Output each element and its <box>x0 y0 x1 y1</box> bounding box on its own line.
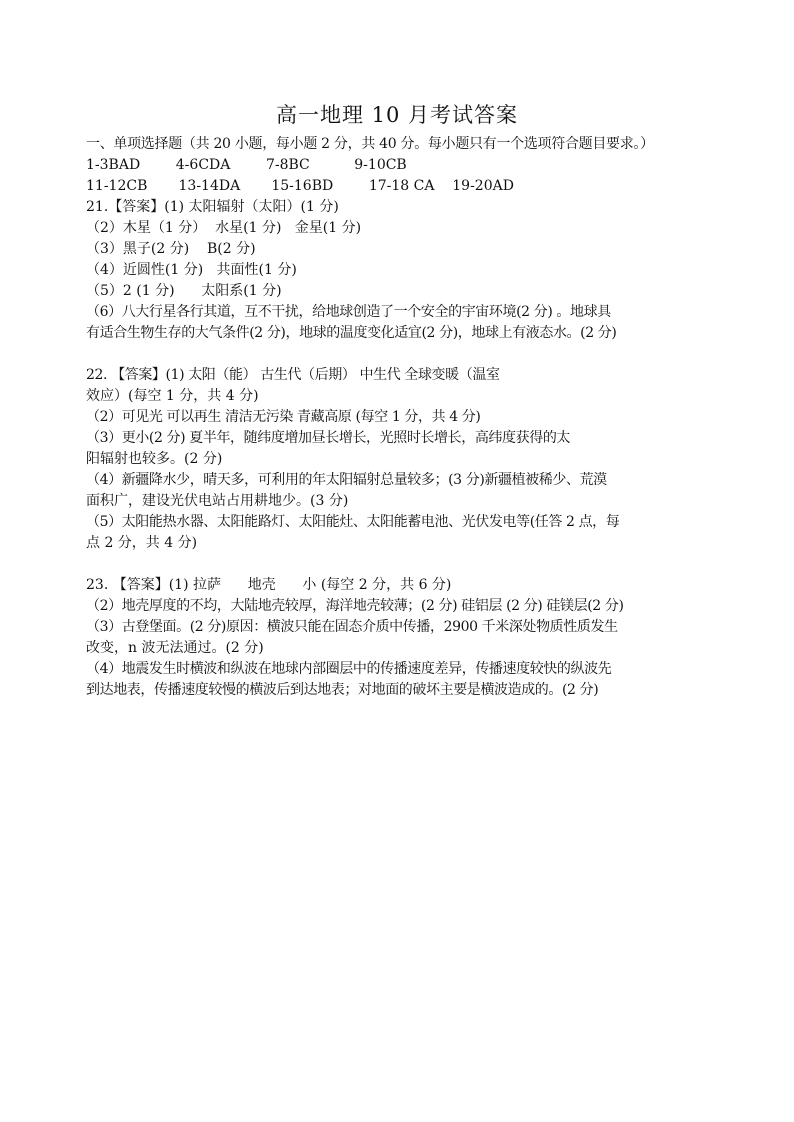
spacer <box>86 554 712 575</box>
answer-line: （2）地壳厚度的不均，大陆地壳较厚，海洋地壳较薄；(2 分) 硅铝层 (2 分) 硅镁层(2 分) <box>86 598 624 614</box>
answer-line: （2）木星（1 分） 水星(1 分) 金星(1 分) <box>86 220 362 236</box>
section-multiple-choice <box>86 134 712 197</box>
question-22-answer <box>86 365 712 554</box>
answer-line: （4）地震发生时横波和纵波在地球内部圈层中的传播速度差异，传播速度较快的纵波先 <box>86 661 612 677</box>
answer-line: 点 2 分，共 4 分) <box>86 535 198 551</box>
answer-line: 21.【答案】(1) 太阳辐射（太阳）(1 分) <box>86 199 339 215</box>
answer-line: 阳辐射也较多。(2 分) <box>86 451 223 467</box>
answer-line: （4）新疆降水少，晴天多，可利用的年太阳辐射总量较多；(3 分)新疆植被稀少、荒漠 <box>86 472 607 488</box>
answer-line: 有适合生物生存的大气条件(2 分)，地球的温度变化适宜(2 分)，地球上有液态水。(2 分) <box>86 325 617 341</box>
answer-line: （4）近圆性(1 分) 共面性(1 分) <box>86 262 297 278</box>
spacer <box>86 344 712 365</box>
choice-answers-row: 1-3BAD 4-6CDA 7-8BC 9-10CB <box>86 157 407 173</box>
answer-line: （6）八大行星各行其道，互不干扰，给地球创造了一个安全的宇宙环境(2 分) 。地球具 <box>86 304 611 320</box>
answer-line: （3）古登堡面。(2 分)原因：横波只能在固态介质中传播，2900 千米深处物质性质发生 <box>86 619 618 635</box>
answer-line: （5）2 (1 分) 太阳系(1 分) <box>86 283 282 299</box>
answer-line: （5）太阳能热水器、太阳能路灯、太阳能灶、太阳能蓄电池、光伏发电等(任答 2 点，每 <box>86 514 620 530</box>
answer-line: 效应）(每空 1 分，共 4 分) <box>86 388 259 404</box>
answer-line: （2）可见光 可以再生 清洁无污染 青藏高原 (每空 1 分，共 4 分) <box>86 409 481 425</box>
answer-line: 23. 【答案】(1) 拉萨 地壳 小 (每空 2 分，共 6 分) <box>86 577 452 593</box>
answer-line: 面积广，建设光伏电站占用耕地少。(3 分) <box>86 493 349 509</box>
answer-content <box>86 134 712 701</box>
answer-line: 改变，n 波无法通过。(2 分) <box>86 640 264 656</box>
choice-answers-row: 11-12CB 13-14DA 15-16BD 17-18 CA 19-20AD <box>86 178 514 194</box>
page-title: 高一地理 10 月考试答案 <box>275 103 519 127</box>
answer-line: 到达地表，传播速度较慢的横波后到达地表；对地面的破坏主要是横波造成的。(2 分) <box>86 682 599 698</box>
answer-line: 22. 【答案】(1) 太阳（能） 古生代（后期） 中生代 全球变暖（温室 <box>86 367 500 383</box>
answer-line: （3）黑子(2 分) B(2 分) <box>86 241 256 257</box>
answer-line: （3）更小(2 分) 夏半年，随纬度增加昼长增长，光照时长增长，高纬度获得的太 <box>86 430 571 446</box>
question-21-answer <box>86 197 712 344</box>
section-heading: 一、单项选择题（共 20 小题，每小题 2 分，共 40 分。每小题只有一个选项符合题目要求。） <box>86 136 654 152</box>
question-23-answer <box>86 575 712 701</box>
